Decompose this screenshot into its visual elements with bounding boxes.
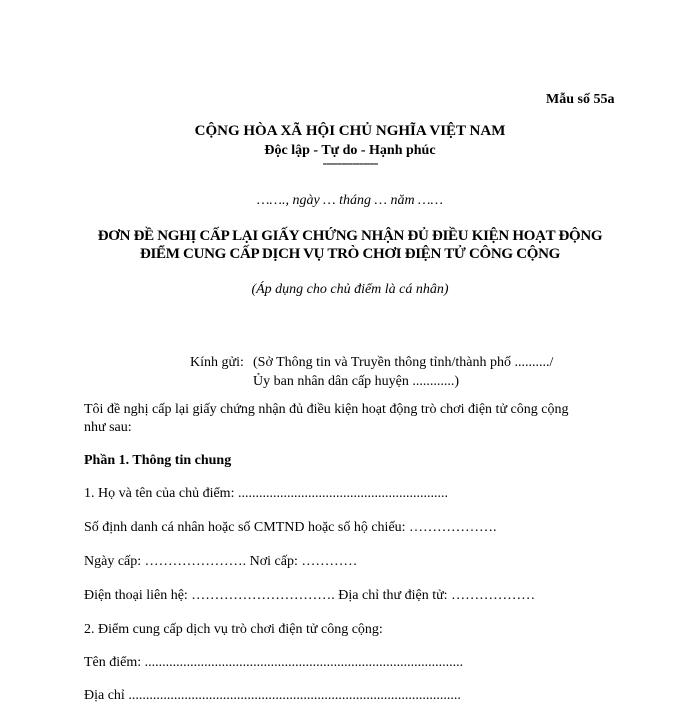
country-name: CỘNG HÒA XÃ HỘI CHỦ NGHĨA VIỆT NAM	[194, 123, 506, 139]
issue-date-field: Ngày cấp: …………………. Nơi cấp: …………	[84, 554, 358, 569]
document-title-line1: ĐƠN ĐỀ NGHỊ CẤP LẠI GIẤY CHỨNG NHẬN ĐỦ ĐIỀU KIỆN HOẠT ĐỘNG	[97, 228, 603, 244]
intro-line1: Tôi đề nghị cấp lại giấy chứng nhận đủ điều kiện hoạt động trò chơi điện tử công cộng	[84, 402, 569, 417]
point-name-field: Tên điểm: ...........................................................................................	[84, 655, 464, 670]
address-field: Địa chỉ ...............................................................................................	[84, 688, 461, 703]
document-subtitle: (Áp dụng cho chủ điểm là cá nhân)	[251, 282, 449, 297]
form-number: Mẫu số 55a	[546, 92, 615, 107]
intro-line2: như sau:	[84, 420, 132, 435]
point-heading: 2. Điểm cung cấp dịch vụ trò chơi điện tử công cộng:	[84, 622, 383, 637]
header-divider: ---------------	[322, 156, 378, 171]
id-number-field: Số định danh cá nhân hoặc số CMTND hoặc số hộ chiếu: ……………….	[84, 520, 497, 535]
recipient-line1: (Sở Thông tin và Truyền thông tỉnh/thành phố ........../	[253, 355, 554, 370]
recipient-line2: Ủy ban nhân dân cấp huyện ............)	[253, 374, 460, 389]
document-title-line2: ĐIỂM CUNG CẤP DỊCH VỤ TRÒ CHƠI ĐIỆN TỬ CÔNG CỘNG	[139, 246, 561, 262]
contact-field: Điện thoại liên hệ: …………………………. Địa chỉ thư điện tử: ………………	[84, 588, 536, 603]
date-line: ……., ngày … tháng … năm ……	[257, 193, 443, 208]
national-motto: Độc lập - Tự do - Hạnh phúc	[264, 143, 436, 158]
section1-heading: Phần 1. Thông tin chung	[84, 453, 232, 468]
recipient-label: Kính gửi:	[190, 355, 244, 370]
owner-name-field: 1. Họ và tên của chủ điểm: ............................................................	[84, 486, 448, 501]
